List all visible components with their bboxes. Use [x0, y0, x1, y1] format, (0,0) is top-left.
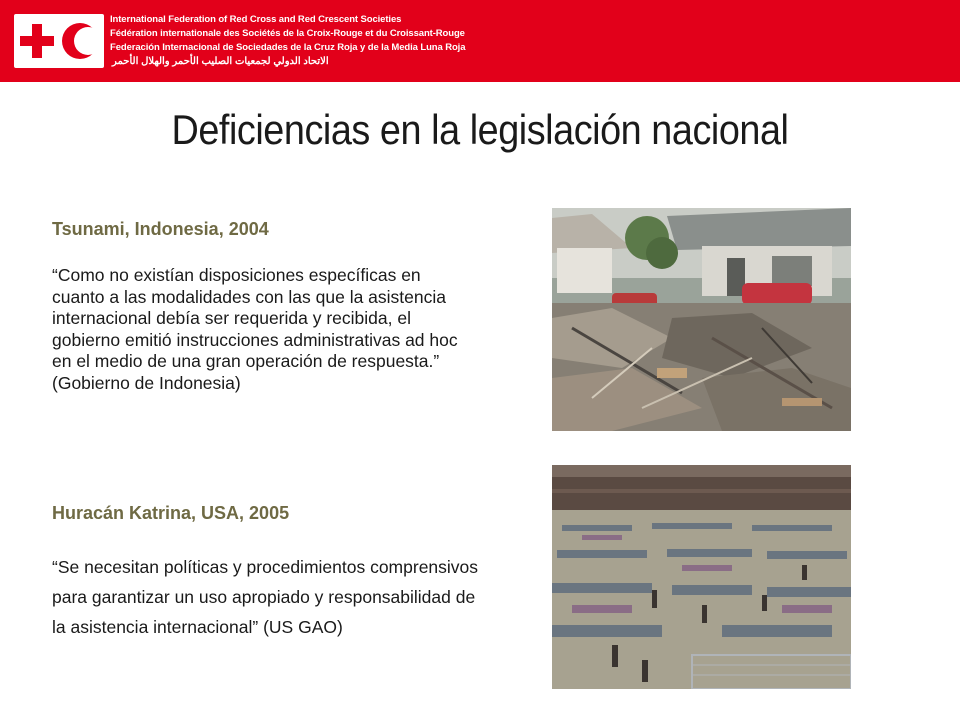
org-name-english: International Federation of Red Cross and Red Crescent Societies [110, 14, 402, 25]
org-name-arabic: الاتحاد الدولي لجمعيات الصليب الأحمر والهلال الأحمر [112, 56, 329, 67]
org-name-french: Fédération internationale des Sociétés de la Croix-Rouge et du Croissant-Rouge [110, 28, 465, 39]
quote-tsunami: “Como no existían disposiciones específicas en cuanto a las modalidades con las que la asistencia internacional debía ser requerida y recibida, el gobierno emitió instrucciones administrativas ad hoc en el medio de una gran operación de respuesta.” (Gobierno de Indonesia) [52, 265, 458, 393]
case-heading-tsunami: Tsunami, Indonesia, 2004 [52, 219, 269, 239]
org-name-spanish: Federación Internacional de Sociedades de la Cruz Roja y de la Media Luna Roja [110, 42, 466, 53]
katrina-shelter-photo [552, 465, 851, 689]
quote-katrina: “Se necesitan políticas y procedimientos comprensivos para garantizar un uso apropiado y responsabilidad de la asistencia internacional” (US GAO) [52, 557, 479, 637]
slide-title: Deficiencias en la legislación nacional [171, 106, 789, 153]
tsunami-debris-photo [552, 208, 851, 431]
case-heading-katrina: Huracán Katrina, USA, 2005 [52, 503, 290, 523]
red-cross-red-crescent-logo [14, 14, 104, 68]
header-banner [0, 0, 960, 82]
